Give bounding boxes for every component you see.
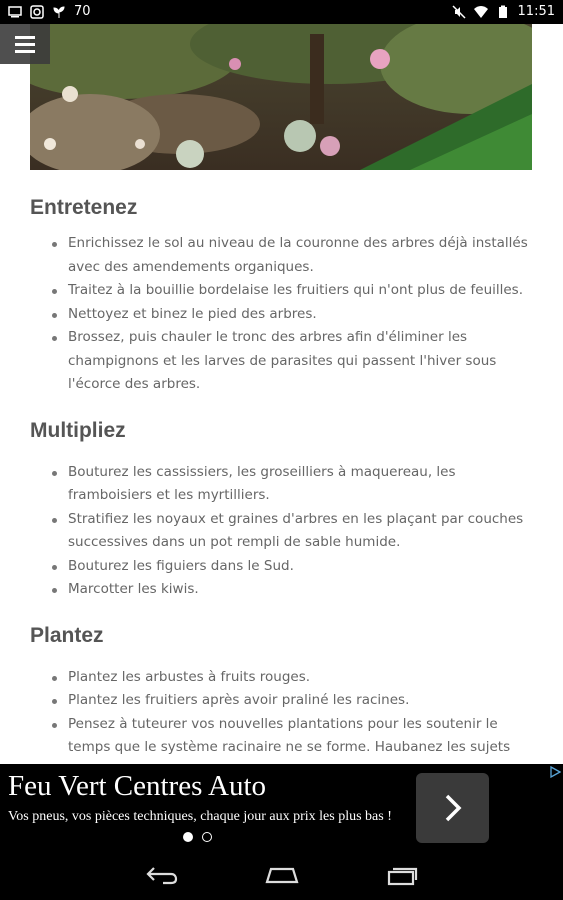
section-title: Multipliez bbox=[30, 418, 126, 442]
battery-icon bbox=[496, 5, 510, 19]
garden-photo bbox=[30, 24, 532, 170]
ad-banner[interactable] bbox=[0, 764, 563, 850]
wifi-icon bbox=[474, 5, 488, 19]
chevron-right-icon bbox=[442, 793, 464, 823]
instagram-icon bbox=[30, 5, 44, 19]
article-content bbox=[30, 170, 532, 764]
hamburger-menu-icon[interactable] bbox=[0, 24, 50, 64]
navigation-bar bbox=[0, 850, 563, 900]
list-item: Plantez les fruitiers après avoir praliné les racines. bbox=[30, 689, 532, 713]
list-item: Bouturez les cassissiers, les groseilliers à maquereau, les framboisiers et les myrtilliers. bbox=[30, 461, 532, 508]
home-icon bbox=[264, 865, 300, 885]
carousel-dot[interactable] bbox=[202, 832, 212, 842]
list-item: Pensez à tuteurer vos nouvelles plantations pour les soutenir le temps que le système racinaire ne se forme. Haubanez les sujets bbox=[30, 713, 532, 760]
list-item: Traitez à la bouillie bordelaise les fruitiers qui n'ont plus de feuilles. bbox=[30, 279, 532, 303]
ad-next-button[interactable] bbox=[416, 773, 489, 843]
list-item: Bouturez les figuiers dans le Sud. bbox=[30, 555, 532, 579]
back-button[interactable] bbox=[142, 860, 182, 890]
list-item: Brossez, puis chauler le tronc des arbres afin d'éliminer les champignons et les larves de parasites qui passent l'hiver sous l'écorce des arbres. bbox=[30, 326, 532, 397]
list-item: Stratifiez les noyaux et graines d'arbres en les plaçant par couches successives dans un pot rempli de sable humide. bbox=[30, 508, 532, 555]
ad-choices-icon[interactable] bbox=[549, 766, 561, 778]
section-multipliez bbox=[30, 417, 532, 602]
section-plantez bbox=[30, 622, 532, 760]
task-list bbox=[30, 666, 532, 760]
list-item: Plantez les arbustes à fruits rouges. bbox=[30, 666, 532, 690]
recents-button[interactable] bbox=[382, 860, 422, 890]
back-icon bbox=[145, 865, 179, 885]
home-button[interactable] bbox=[262, 860, 302, 890]
recents-icon bbox=[385, 864, 419, 886]
notification-count: 70 bbox=[74, 4, 91, 19]
mute-icon bbox=[452, 5, 466, 19]
screen-icon bbox=[8, 5, 22, 19]
section-entretenez bbox=[30, 194, 532, 397]
task-list bbox=[30, 461, 532, 602]
plant-icon bbox=[52, 5, 66, 19]
carousel-dot-active[interactable] bbox=[183, 832, 193, 842]
section-title: Plantez bbox=[30, 623, 104, 647]
clock: 11:51 bbox=[517, 4, 555, 19]
list-item: Marcotter les kiwis. bbox=[30, 578, 532, 602]
carousel-indicator bbox=[183, 832, 212, 842]
ad-subtitle[interactable]: Vos pneus, vos pièces techniques, chaque jour aux prix les plus bas ! bbox=[8, 809, 392, 824]
status-bar bbox=[0, 0, 563, 24]
list-item: Enrichissez le sol au niveau de la couronne des arbres déjà installés avec des amendements organiques. bbox=[30, 232, 532, 279]
list-item: Nettoyez et binez le pied des arbres. bbox=[30, 303, 532, 327]
section-title: Entretenez bbox=[30, 196, 138, 219]
task-list bbox=[30, 232, 532, 397]
ad-title[interactable]: Feu Vert Centres Auto bbox=[8, 770, 267, 802]
